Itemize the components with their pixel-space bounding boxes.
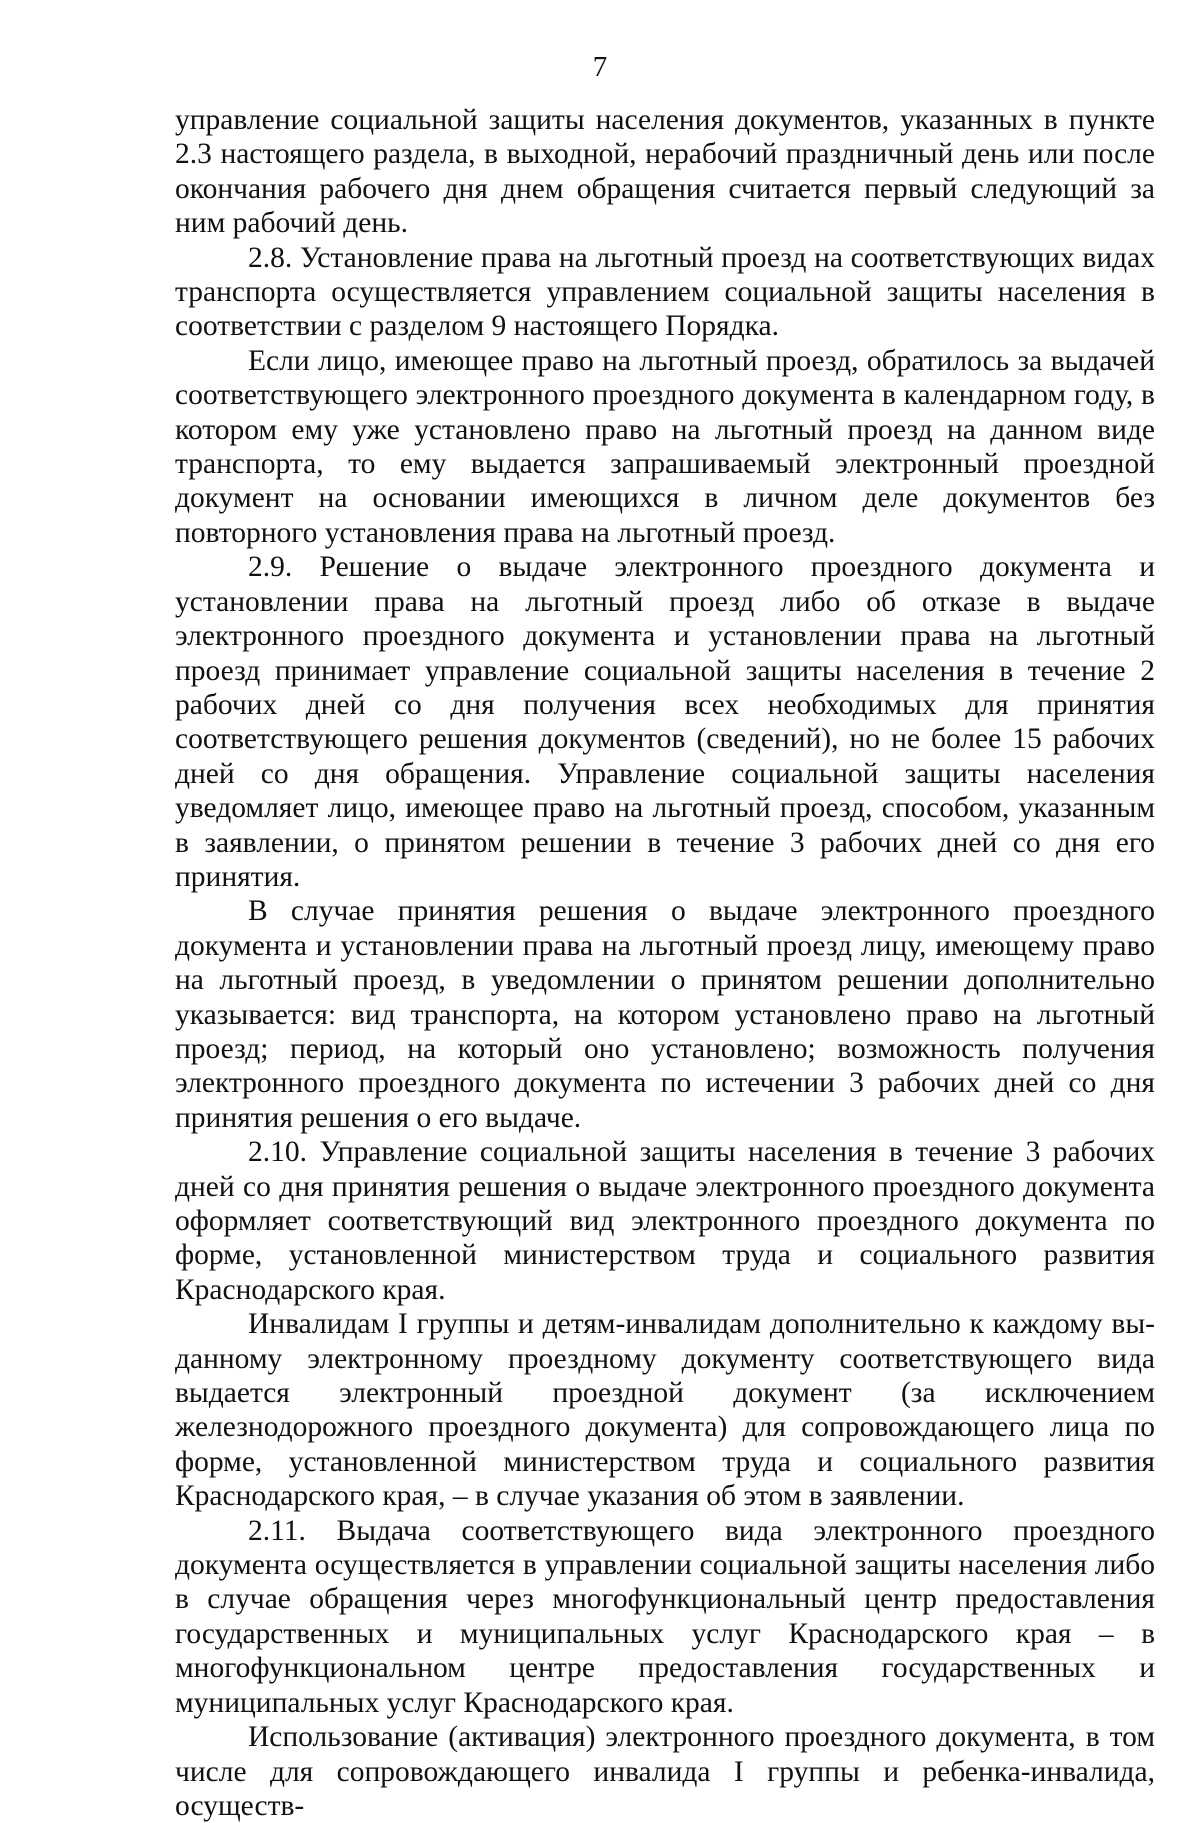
paragraph-continuation: управление социальной защиты населения документов, указанных в пункте 2.3 настоящего раздела, в выходной, нерабочий праздничный день или после окончания рабочего дня днем обращения считается первый следующий за ним рабочий день. — [175, 104, 1155, 240]
paragraph-2-9-notification: В случае принятия решения о выдаче электронного проездного документа и установлении права на льготный проезд лицу, имеющему право на льготный проезд, в уведомлении о принятом решении дополнительно указывается: вид транспорта, на котором установлено право на льготный проезд; период, на который оно установлено; возможность получения электронного проездного документа по истечении 3 рабочих дней со дня принятия решения о его выдаче. — [175, 895, 1155, 1134]
paragraph-2-10-escort: Инвалидам I группы и детям-инвалидам дополнительно к каждому выданному электронному проездному документу соответствующего вида выдается электронный проездной документ (за исключением железнодорожного проездного документа) для сопровождающего лица по форме, установленной министерством труда и социального развития Краснодарского края, – в случае указания об этом в заявлении. — [175, 1308, 1155, 1513]
paragraph-2-8-repeat-issue: Если лицо, имеющее право на льготный проезд, обратилось за выдачей соответствующего электронного проездного документа в календарном году, в котором ему уже установлено право на льготный проезд на данном виде транспорта, то ему выдается запрашиваемый электронный проездной документ на основании имеющихся в личном деле документов без повторного установления права на льготный проезд. — [175, 344, 1155, 549]
paragraph-2-11: 2.11. Выдача соответствующего вида электронного проездного документа осуществляется в управлении социальной защиты населения либо в случае обращения через многофункциональный центр предоставления государственных и муниципальных услуг Краснодарского края – в многофункциональном центре предоставления государственных и муниципальных услуг Краснодарского края. — [175, 1514, 1155, 1719]
paragraph-2-10: 2.10. Управление социальной защиты населения в течение 3 рабочих дней со дня принятия решения о выдаче электронного проездного документа оформляет соответствующий вид электронного проездного документа по форме, установленной министерством труда и социального развития Краснодарского края. — [175, 1136, 1155, 1306]
paragraph-2-9: 2.9. Решение о выдаче электронного проездного документа и установлении права на льготный проезд либо об отказе в выдаче электронного проездного документа и установлении права на льготный проезд принимает управление социальной защиты населения в течение 2 рабочих дней со дня получения всех необходимых для принятия соответствующего решения документов (сведений), но не более 15 рабочих дней со дня обращения. Управление социальной защиты населения уведомляет лицо, имеющее право на льготный проезд, способом, указанным в заявлении, о принятом решении в течение 3 рабочих дней со дня его принятия. — [175, 551, 1155, 893]
paragraph-2-8: 2.8. Установление права на льготный проезд на соответствующих видах транспорта осуществляется управлением социальной защиты населения в соответствии с разделом 9 настоящего Порядка. — [175, 241, 1155, 343]
page-number: 7 — [592, 51, 608, 83]
document-body — [175, 103, 1155, 1823]
paragraph-2-11-activation: Использование (активация) электронного проездного документа, в том числе для сопровождающего инвалида I группы и ребенка-инвалида, осуществ- — [175, 1721, 1155, 1822]
